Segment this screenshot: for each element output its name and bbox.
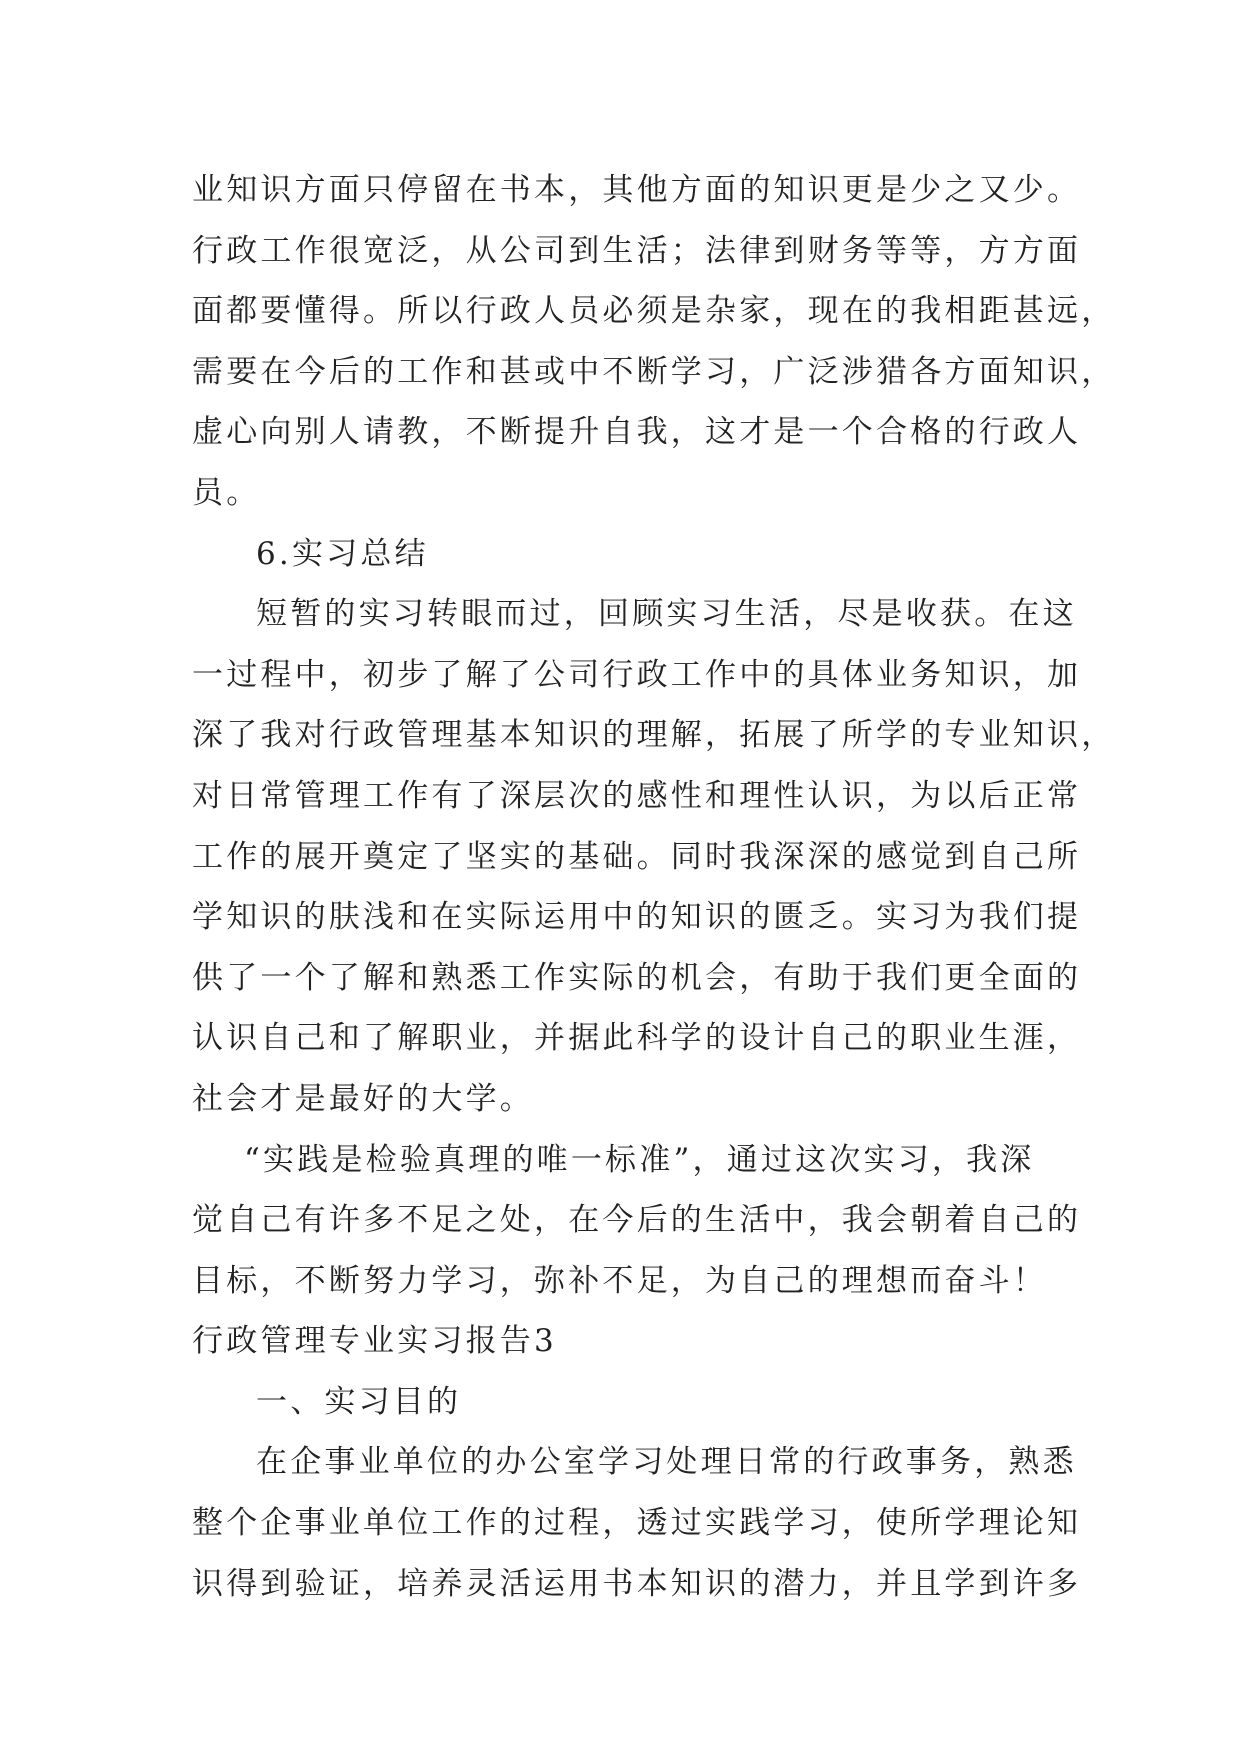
body-line: 深了我对行政管理基本知识的理解，拓展了所学的专业知识，	[192, 717, 1116, 754]
body-line: 虚心向别人请教，不断提升自我，这才是一个合格的行政人	[192, 414, 1082, 451]
body-line: 面都要懂得。所以行政人员必须是杂家，现在的我相距甚远，	[192, 293, 1116, 330]
body-line: 觉自己有许多不足之处，在今后的生活中，我会朝着自己的	[192, 1202, 1082, 1239]
body-line: 学知识的肤浅和在实际运用中的知识的匮乏。实习为我们提	[192, 899, 1082, 936]
body-line: 目标，不断努力学习，弥补不足，为自己的理想而奋斗！	[192, 1262, 1047, 1299]
body-line: 整个企事业单位工作的过程，透过实践学习，使所学理论知	[192, 1505, 1082, 1542]
report-title: 行政管理专业实习报告3	[192, 1323, 557, 1360]
paragraph-start: “实践是检验真理的唯一标准”，通过这次实习，我深	[244, 1141, 1035, 1178]
body-line: 员。	[192, 474, 261, 511]
body-line: 需要在今后的工作和甚或中不断学习，广泛涉猎各方面知识，	[192, 353, 1116, 390]
body-line: 社会才是最好的大学。	[192, 1080, 534, 1117]
body-line: 供了一个了解和熟悉工作实际的机会，有助于我们更全面的	[192, 959, 1082, 996]
body-line: 认识自己和了解职业，并据此科学的设计自己的职业生涯，	[192, 1020, 1082, 1057]
paragraph-start: 在企事业单位的办公室学习处理日常的行政事务，熟悉	[256, 1444, 1077, 1481]
document-body	[192, 160, 1116, 1614]
body-line: 一过程中，初步了解了公司行政工作中的具体业务知识，加	[192, 656, 1082, 693]
section-heading: 一、实习目的	[256, 1383, 462, 1420]
body-line: 业知识方面只停留在书本，其他方面的知识更是少之又少。	[192, 172, 1082, 208]
paragraph-start: 短暂的实习转眼而过，回顾实习生活，尽是收获。在这	[256, 596, 1077, 633]
body-line: 工作的展开奠定了坚实的基础。同时我深深的感觉到自己所	[192, 838, 1082, 875]
body-line: 行政工作很宽泛，从公司到生活；法律到财务等等，方方面	[192, 232, 1082, 269]
body-line: 识得到验证，培养灵活运用书本知识的潜力，并且学到许多	[192, 1565, 1082, 1602]
section-heading: 6.实习总结	[256, 535, 429, 572]
body-line: 对日常管理工作有了深层次的感性和理性认识，为以后正常	[192, 777, 1082, 814]
